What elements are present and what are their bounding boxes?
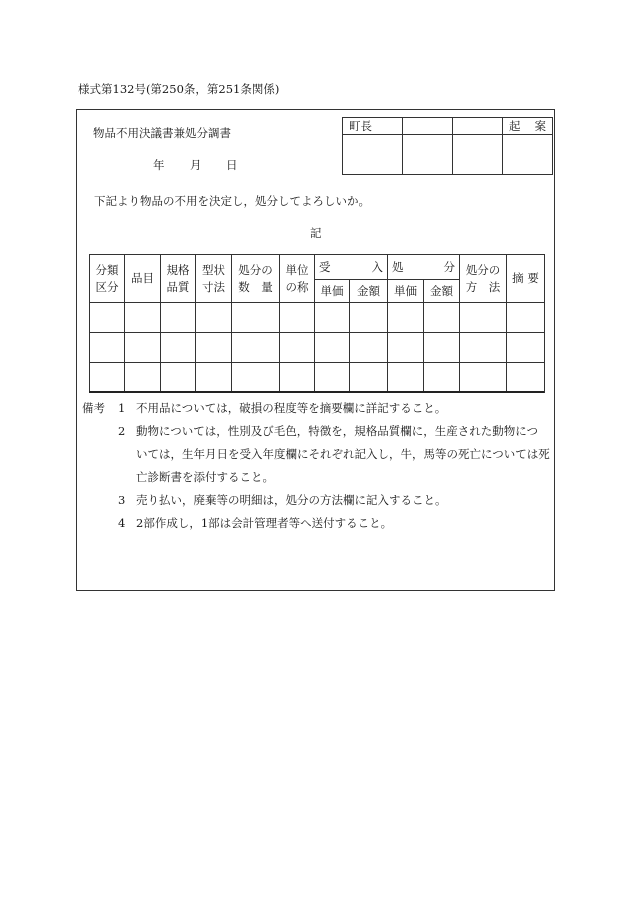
town-head-label bbox=[343, 118, 403, 135]
header-quantity-line-2: 数 量 bbox=[238, 279, 273, 294]
table-cell[interactable] bbox=[196, 303, 232, 333]
approval-stamp-box-2[interactable] bbox=[403, 135, 453, 175]
town-head-char-1: 町 bbox=[349, 119, 361, 133]
header-item: 品目 bbox=[125, 255, 161, 303]
table-cell[interactable] bbox=[232, 303, 280, 333]
table-cell[interactable] bbox=[196, 363, 232, 393]
table-cell[interactable] bbox=[350, 333, 388, 363]
drafter-char-2: 案 bbox=[534, 119, 546, 133]
note-1-number: 1 bbox=[118, 401, 126, 415]
approval-stamp-box-3[interactable] bbox=[453, 135, 503, 175]
table-cell[interactable] bbox=[388, 333, 424, 363]
form-title: 物品不用決議書兼処分調書 bbox=[93, 126, 231, 140]
table-cell[interactable] bbox=[161, 363, 196, 393]
header-receive bbox=[315, 255, 388, 280]
approval-label-blank-1 bbox=[403, 118, 453, 135]
header-category-line-1: 分類 bbox=[95, 262, 119, 277]
table-cell[interactable] bbox=[507, 333, 545, 363]
table-cell[interactable] bbox=[424, 333, 460, 363]
table-cell[interactable] bbox=[460, 363, 507, 393]
table-bottom-rule bbox=[89, 391, 544, 393]
header-receive-char-1: 受 bbox=[319, 259, 331, 274]
form-number: 様式第132号(第250条，第251条関係) bbox=[78, 82, 280, 96]
table-cell[interactable] bbox=[90, 363, 125, 393]
header-spec bbox=[161, 255, 196, 303]
header-shape-line-1: 型状 bbox=[202, 262, 225, 277]
table-cell[interactable] bbox=[90, 303, 125, 333]
table-cell[interactable] bbox=[315, 303, 350, 333]
approval-label-blank-2 bbox=[453, 118, 503, 135]
header-receive-char-2: 入 bbox=[371, 259, 383, 274]
note-3-text: 売り払い，廃棄等の明細は，処分の方法欄に記入すること。 bbox=[136, 493, 447, 507]
table-cell[interactable] bbox=[196, 333, 232, 363]
table-cell[interactable] bbox=[424, 303, 460, 333]
table-cell[interactable] bbox=[460, 303, 507, 333]
town-head-stamp-box[interactable] bbox=[343, 135, 403, 175]
header-method-line-1: 処分の bbox=[465, 262, 501, 277]
header-remarks: 摘 要 bbox=[507, 255, 545, 303]
table-row bbox=[90, 363, 545, 393]
note-2-text-line-2: いては，生年月日を受入年度欄にそれぞれ記入し，牛，馬等の死亡については死 bbox=[136, 447, 550, 461]
intro-text: 下記より物品の不用を決定し，処分してよろしいか。 bbox=[94, 194, 370, 208]
note-2-text-line-3: 亡診断書を添付すること。 bbox=[136, 470, 274, 484]
table-cell[interactable] bbox=[507, 303, 545, 333]
table-cell[interactable] bbox=[388, 363, 424, 393]
header-unit-line-2: の称 bbox=[285, 279, 309, 294]
table-cell[interactable] bbox=[388, 303, 424, 333]
note-4-text: 2部作成し，1部は会計管理者等へ送付すること。 bbox=[136, 516, 393, 530]
table-cell[interactable] bbox=[350, 303, 388, 333]
notes-label: 備考 bbox=[82, 401, 105, 415]
note-2-text-line-1: 動物については，性別及び毛色，特徴を，規格品質欄に，生産された動物につ bbox=[136, 424, 539, 438]
table-cell[interactable] bbox=[280, 303, 315, 333]
header-method-line-2: 方 法 bbox=[465, 279, 501, 294]
town-head-char-2: 長 bbox=[360, 119, 372, 133]
table-cell[interactable] bbox=[315, 363, 350, 393]
note-1-text: 不用品については，破損の程度等を摘要欄に詳記すること。 bbox=[136, 401, 447, 415]
table-cell[interactable] bbox=[507, 363, 545, 393]
approval-stamp-table bbox=[342, 117, 553, 175]
ki-heading: 記 bbox=[310, 226, 322, 240]
table-cell[interactable] bbox=[125, 333, 161, 363]
table-cell[interactable] bbox=[424, 363, 460, 393]
header-category bbox=[90, 255, 125, 303]
note-4-number: 4 bbox=[118, 516, 126, 530]
header-unit-line-1: 単位 bbox=[285, 262, 309, 277]
note-3-number: 3 bbox=[118, 493, 126, 507]
table-cell[interactable] bbox=[232, 333, 280, 363]
header-spec-line-1: 規格 bbox=[166, 262, 190, 277]
table-cell[interactable] bbox=[232, 363, 280, 393]
item-table bbox=[89, 254, 545, 393]
header-dispose-amount: 金額 bbox=[424, 280, 460, 303]
table-cell[interactable] bbox=[90, 333, 125, 363]
header-dispose bbox=[388, 255, 460, 280]
date-year-label: 年 bbox=[153, 158, 165, 172]
header-shape-line-2: 寸法 bbox=[202, 279, 225, 294]
drafter-char-1: 起 bbox=[509, 119, 521, 133]
table-cell[interactable] bbox=[280, 333, 315, 363]
note-2-number: 2 bbox=[118, 424, 126, 438]
table-cell[interactable] bbox=[161, 333, 196, 363]
header-receive-amount: 金額 bbox=[350, 280, 388, 303]
drafter-stamp-box[interactable] bbox=[503, 135, 553, 175]
header-dispose-char-1: 処 bbox=[392, 259, 404, 274]
header-category-line-2: 区分 bbox=[95, 279, 119, 294]
header-shape bbox=[196, 255, 232, 303]
table-cell[interactable] bbox=[280, 363, 315, 393]
table-cell[interactable] bbox=[125, 303, 161, 333]
table-row bbox=[90, 303, 545, 333]
header-method bbox=[460, 255, 507, 303]
header-quantity-line-1: 処分の bbox=[238, 262, 273, 277]
header-spec-line-2: 品質 bbox=[166, 279, 190, 294]
date-month-label: 月 bbox=[190, 158, 202, 172]
table-cell[interactable] bbox=[125, 363, 161, 393]
drafter-label bbox=[503, 118, 553, 135]
table-cell[interactable] bbox=[460, 333, 507, 363]
header-unit bbox=[280, 255, 315, 303]
header-quantity bbox=[232, 255, 280, 303]
table-row bbox=[90, 333, 545, 363]
date-day-label: 日 bbox=[226, 158, 238, 172]
table-cell[interactable] bbox=[161, 303, 196, 333]
header-dispose-unit-price: 単価 bbox=[388, 280, 424, 303]
table-cell[interactable] bbox=[350, 363, 388, 393]
table-cell[interactable] bbox=[315, 333, 350, 363]
header-receive-unit-price: 単価 bbox=[315, 280, 350, 303]
header-dispose-char-2: 分 bbox=[443, 259, 455, 274]
